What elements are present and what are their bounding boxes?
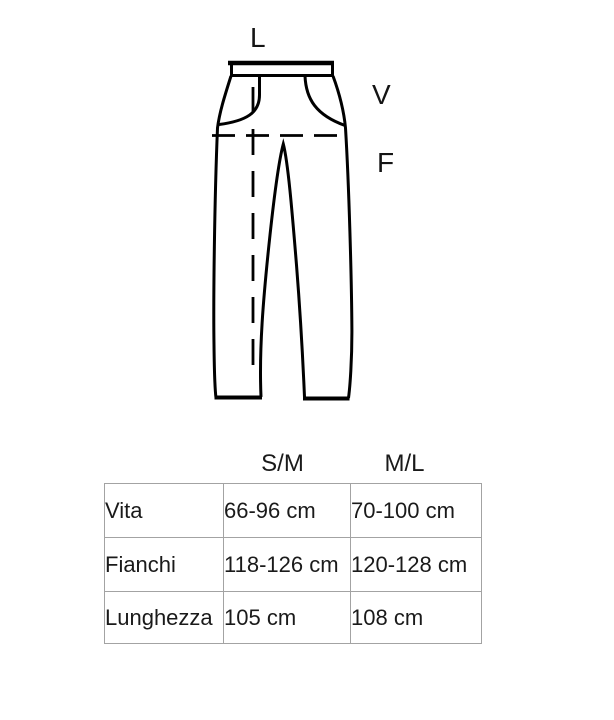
table-row-lunghezza [105,592,482,644]
row-label-lunghezza: Lunghezza [105,592,224,644]
right-pocket-curve [305,76,345,126]
fianchi-sm-value: 118-126 cm [224,538,351,592]
lunghezza-ml-value: 108 cm [351,592,482,644]
table-row-fianchi [105,538,482,592]
length-letter: L [250,22,266,53]
waist-letter: V [372,79,391,110]
column-header-sm: S/M [261,450,304,477]
vita-sm-value: 66-96 cm [224,484,351,538]
inner-leg-seams [260,144,304,397]
table-row-vita [105,484,482,538]
row-label-fianchi: Fianchi [105,538,224,592]
vita-ml-value: 70-100 cm [351,484,482,538]
size-column-headers [0,450,614,478]
hips-letter: F [377,147,395,178]
lunghezza-sm-value: 105 cm [224,592,351,644]
size-table [104,483,482,644]
row-label-vita: Vita [105,484,224,538]
fianchi-ml-value: 120-128 cm [351,538,482,592]
column-header-ml: M/L [384,450,425,477]
